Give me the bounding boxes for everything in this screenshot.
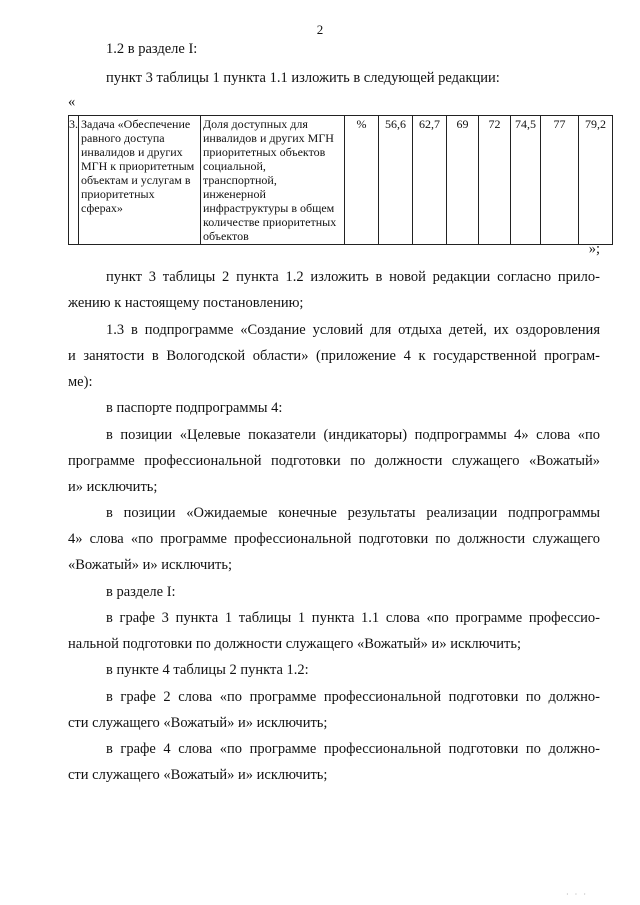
open-quote: «	[68, 94, 76, 110]
scan-mark: · · ·	[566, 890, 588, 899]
paragraph-line: и» исключить;	[68, 479, 158, 495]
paragraph-line: и занятости в Вологодской области» (приложение 4 к государственной програм-	[68, 348, 600, 364]
table-cell-number: 3.	[69, 116, 79, 245]
paragraph-section-1-2: 1.2 в разделе I:	[106, 41, 198, 57]
paragraph-line: 4» слова «по программе профессиональной подготовки по должности служащего	[68, 531, 600, 547]
paragraph-line: в паспорте подпрограммы 4:	[106, 400, 283, 416]
table-cell-value: 74,5	[511, 116, 541, 245]
paragraph-line: сти служащего «Вожатый» и» исключить;	[68, 767, 328, 783]
table-cell-value: 62,7	[413, 116, 447, 245]
table-cell-unit: %	[345, 116, 379, 245]
paragraph-line: в разделе I:	[106, 584, 176, 600]
paragraph-line: в позиции «Целевые показатели (индикаторы) подпрограммы 4» слова «по	[106, 427, 600, 443]
paragraph-line: в графе 4 слова «по программе профессиональной подготовки по должно-	[106, 741, 600, 757]
paragraph-line: 1.3 в подпрограмме «Создание условий для отдыха детей, их оздоровления	[106, 322, 600, 338]
table-cell-value: 56,6	[379, 116, 413, 245]
paragraph-line: в пункте 4 таблицы 2 пункта 1.2:	[106, 662, 309, 678]
paragraph-table1-intro: пункт 3 таблицы 1 пункта 1.1 изложить в следующей редакции:	[106, 70, 500, 86]
paragraph-line: пункт 3 таблицы 2 пункта 1.2 изложить в новой редакции согласно прило-	[106, 269, 600, 285]
table-cell-value: 72	[479, 116, 511, 245]
table-cell-value: 69	[447, 116, 479, 245]
close-quote: »;	[588, 241, 600, 257]
paragraph-line: программе профессиональной подготовки по должности служащего «Вожатый»	[68, 453, 600, 469]
paragraph-line: «Вожатый» и» исключить;	[68, 557, 233, 573]
table-row	[69, 116, 613, 245]
paragraph-line: нальной подготовки по должности служащего «Вожатый» и» исключить;	[68, 636, 521, 652]
paragraph-line: жению к настоящему постановлению;	[68, 295, 304, 311]
page-number: 2	[316, 22, 324, 37]
indicator-table	[68, 115, 613, 245]
paragraph-line: в графе 2 слова «по программе профессиональной подготовки по должно-	[106, 689, 600, 705]
paragraph-line: сти служащего «Вожатый» и» исключить;	[68, 715, 328, 731]
table-cell-task: Задача «Обеспечение равного доступа инвалидов и других МГН к приоритетным объектам и услугам в приоритетных сферах»	[79, 116, 201, 245]
table-cell-indicator: Доля доступных для инвалидов и других МГН приоритетных объектов социальной, транспортной, инженерной инфраструктуры в общем количестве приоритетных объектов	[201, 116, 345, 245]
table-cell-value: 77	[541, 116, 579, 245]
paragraph-line: в графе 3 пункта 1 таблицы 1 пункта 1.1 слова «по программе профессио-	[106, 610, 600, 626]
table-cell-value: 79,2	[579, 116, 613, 245]
paragraph-line: ме):	[68, 374, 93, 390]
paragraph-line: в позиции «Ожидаемые конечные результаты реализации подпрограммы	[106, 505, 600, 521]
